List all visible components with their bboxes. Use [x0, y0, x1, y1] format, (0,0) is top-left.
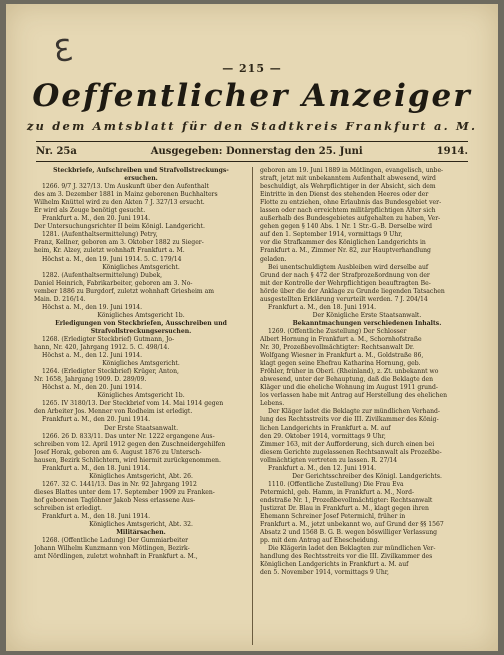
text-line: handlung des Rechtsstreits vor die III. Zivilkammer des — [260, 553, 433, 561]
text-line: Grund der nach § 472 der Strafprozeßordnung von der — [260, 271, 430, 279]
text-line: Wilhelm Knüttel wird zu den Akten 7 J. 327/13 ersucht. — [34, 199, 205, 207]
section-heading: Bekanntmachungen verschiedenen Inhalts. — [292, 319, 442, 327]
text-line: Der Untersuchungsrichter II beim Königl. Landgericht. — [34, 223, 205, 231]
section-heading: Militärsachen. — [116, 529, 166, 537]
text-line: hann, Nr. 420, Jahrgang 1912. 5. C. 498/14. — [34, 344, 170, 352]
text-line: lung des Rechtsstreits vor die III. Zivilkammer des König- — [260, 416, 439, 424]
text-line: Frankfurt a. M., den 18. Juni 1914. — [42, 464, 151, 472]
text-line: Die Klägerin ladet den Beklagten zur mündlichen Ver- — [268, 545, 436, 553]
text-line: Er wird als Zeuge benötigt gesucht. — [34, 207, 146, 215]
text-line: Der Kläger ladet die Beklagte zur mündlichen Verhand- — [268, 408, 440, 416]
text-line: 1268. (Erledigter Steckbrief) Gutmann, Jo- — [42, 335, 175, 343]
text-line: Franz, Kellner, geboren am 3. Oktober 1882 zu Sieger- — [34, 239, 204, 247]
text-line: Königliches Amtsgericht, Abt. 32. — [89, 521, 193, 529]
text-line: schreiben vom 12. April 1912 gegen den Zuschneidergehilfen — [34, 440, 226, 448]
text-line: Daniel Heinrich, Fabrikarbeiter, geboren am 3. No- — [34, 279, 193, 287]
text-line: Eintritte in den Dienst des stehenden Heeres oder der — [260, 191, 429, 199]
text-line: Der Erste Staatsanwalt. — [103, 424, 179, 432]
text-line: Höchst a. M., den 19. Juni 1914. — [42, 303, 143, 311]
text-line: geladen. — [260, 255, 287, 263]
text-line: hausen, Bezirk Schlüchtern, wird hiermit zurückgenommen. — [34, 456, 221, 464]
text-line: Frankfurt a. M., den 20. Juni 1914. — [42, 416, 151, 424]
text-line: Frankfurt a. M., den 18. Juni 1914. — [42, 513, 151, 521]
section-heading: Steckbriefe, Aufschreiben und Strafvollstreckungs- — [53, 167, 229, 174]
text-line: Johann Wilhelm Kunzmann von Mötlingen, Bezirk- — [34, 545, 190, 553]
text-line: Der Königliche Erste Staatsanwalt. — [312, 311, 422, 319]
text-line: heim, Kr. Alzey, zuletzt wohnhaft Frankfurt a. M. — [34, 247, 185, 255]
text-line: abwesend, unter der Behauptung, daß die Beklagte den — [260, 376, 434, 384]
text-line: mit der Kontrolle der Wehrpflichtigen beauftragten Be- — [260, 279, 431, 287]
text-line: 1266. 26 D. 833/11. Das unter Nr. 1222 ergangene Aus- — [42, 432, 215, 440]
text-line: vollmächtigten vertreten zu lassen. R. 27/14 — [260, 456, 398, 464]
text-line: ausgestellten Erklärung verurteilt werden. 7 J. 204/14 — [260, 295, 428, 303]
text-line: Der Gerichtsschreiber des Königl. Landgerichts. — [292, 472, 442, 480]
text-line: Wolfgang Wiesner in Frankfurt a. M., Goldstraße 86, — [260, 352, 424, 360]
column-divider — [252, 167, 253, 645]
text-line: Königliches Amtsgericht 1b. — [97, 392, 185, 400]
issue-number: Nr. 25a — [36, 146, 77, 157]
page-title: Oeffentlicher Anzeiger — [32, 78, 472, 114]
text-line: 1265. IV 3180/13. Der Steckbrief vom 14. Mai 1914 gegen — [42, 400, 224, 408]
text-line: des am 3. Dezember 1881 in Mainz geborenen Buchhalters — [34, 191, 218, 199]
text-line: Königliches Amtsgericht, Abt. 26. — [89, 472, 193, 480]
page-subtitle: zu dem Amtsblatt für den Stadtkreis Frankfurt a. M. — [26, 119, 478, 133]
text-line: los verlassen habe mit Antrag auf Herstellung des ehelichen — [260, 392, 448, 400]
text-line: endstraße Nr. 1, Prozeßbevollmächtigter: Rechtsanwalt — [260, 496, 433, 504]
text-line: Kläger und die eheliche Wohnung im August 1911 grund- — [260, 384, 438, 392]
right-column — [260, 167, 474, 577]
text-line: Frankfurt a. M., den 20. Juni 1914. — [42, 215, 151, 223]
text-line: Main. D. 216/14. — [34, 295, 86, 303]
text-line: Fröhler, früher in Oberl. (Rheinland), z. Zt. unbekannt wo — [260, 368, 439, 376]
section-heading: Erledigungen von Steckbriefen, Ausschreiben und — [55, 319, 227, 327]
text-line: den 29. Oktober 1914, vormittags 9 Uhr, — [260, 432, 386, 440]
text-line: dieses Blattes unter dem 17. September 1909 zu Franken- — [34, 488, 215, 496]
text-line: straft, jetzt mit unbekanntem Aufenthalt abwesend, wird — [260, 175, 436, 183]
text-line: Königliches Amtsgericht. — [102, 360, 180, 368]
text-line: amt Nördlingen, zuletzt wohnhaft in Frankfurt a. M., — [34, 553, 198, 561]
page-number: — 215 — — [222, 62, 282, 75]
text-line: vember 1886 zu Burgdorf, zuletzt wohnhaft Griesheim am — [34, 287, 215, 295]
text-line: Frankfurt a. M., Zimmer Nr. 82, zur Hauptverhandlung — [260, 247, 431, 255]
text-line: diesem Gerichte zugelassenen Rechtsanwalt als Prozeßbe- — [260, 448, 442, 456]
text-line: vor die Strafkammer des Königlichen Landgerichts in — [260, 239, 426, 247]
header-rule-top — [36, 141, 468, 142]
text-line: schreiben ist erledigt. — [34, 504, 102, 512]
section-heading: ersuchen. — [124, 175, 158, 183]
text-line: Albert Hornung in Frankfurt a. M., Schornhofstraße — [260, 335, 422, 343]
text-line: Königlichen Landgerichts in Frankfurt a. M. auf — [260, 561, 409, 569]
issue-year: 1914. — [436, 146, 468, 157]
text-line: Königliches Amtsgericht. — [102, 263, 180, 271]
text-line: klagt gegen seine Ehefrau Katharina Hornung, geb. — [260, 360, 421, 368]
text-line: Höchst a. M., den 19. Juni 1914. 5. C. 179/14 — [42, 255, 182, 263]
text-line: 1264. (Erledigter Steckbrief) Krüger, Anton, — [42, 368, 179, 376]
left-column — [34, 167, 248, 561]
text-line: Josef Horak, geboren am 6. August 1876 zu Untersch- — [34, 448, 202, 456]
text-line: gehen gegen § 140 Abs. 1 Nr. 1 Str.-G.-B. Derselbe wird — [260, 223, 433, 231]
text-line: außerhalb des Bundesgebietes aufgehalten zu haben, Ver- — [260, 215, 441, 223]
text-line: hörde über die der Anklage zu Grunde liegenden Tatsachen — [260, 287, 445, 295]
text-line: Königliches Amtsgericht 1b. — [97, 311, 185, 319]
text-line: Frankfurt a. M., den 18. Juni 1914. — [268, 303, 377, 311]
issue-info-bar — [36, 146, 468, 157]
text-line: geboren am 19. Juni 1889 in Mötlingen, evangelisch, unbe- — [260, 167, 444, 174]
text-line: 1268. (Öffentliche Ladung) Der Gummiarbeiter — [42, 537, 189, 545]
text-line: lassen oder nach erreichtem militärpflichtigen Alter sich — [260, 207, 436, 215]
text-line: 1266. 9/7 J. 327/13. Um Auskunft über den Aufenthalt — [42, 183, 209, 191]
text-line: Ehemann Schreiner Josef Petermichl, früher in — [260, 513, 406, 521]
text-line: Absatz 2 und 1568 B. G. B. wegen böswilliger Verlassung — [260, 529, 438, 537]
text-line: pp. mit dem Antrag auf Ehescheidung. — [260, 537, 380, 545]
text-line: Höchst a. M., den 20. Juni 1914. — [42, 384, 143, 392]
text-line: den 5. November 1914, vormittags 9 Uhr, — [260, 569, 389, 577]
text-line: Nr. 1658, Jahrgang 1909. D. 289/09. — [34, 376, 147, 384]
text-line: beschuldigt, als Wehrpflichtiger in der Absicht, sich dem — [260, 183, 436, 191]
header-rule-bottom — [36, 161, 468, 162]
text-line: 1282. (Aufenthaltsermittelung) Dubek, — [42, 271, 163, 279]
text-line: Zimmer 163, mit der Aufforderung, sich durch einen bei — [260, 440, 435, 448]
text-line: 1267. 32 C. 1441/13. Das in Nr. 92 Jahrgang 1912 — [42, 480, 197, 488]
handwritten-mark: Ɛ — [51, 32, 75, 71]
text-line: den Arbeiter Jos. Menner von Rodheim ist erledigt. — [34, 408, 193, 416]
text-line: Frankfurt a. M., jetzt unbekannt wo, auf Grund der §§ 1567 — [260, 521, 444, 529]
text-line: 1281. (Aufenthaltsermittelung) Petry, — [42, 231, 158, 239]
text-line: Bei unentschuldigtem Ausbleiben wird derselbe auf — [268, 263, 429, 271]
text-line: lichen Landgerichts in Frankfurt a. M. auf — [260, 424, 391, 432]
section-heading: Strafvollstreckungsersuchen. — [90, 327, 192, 335]
text-line: 1269. (Öffentliche Zustellung) Der Schlosser — [268, 327, 407, 335]
issue-date: Ausgegeben: Donnerstag den 25. Juni — [150, 146, 363, 157]
text-line: Höchst a. M., den 12. Juni 1914. — [42, 352, 143, 360]
text-line: auf den 1. September 1914, vormittags 9 Uhr, — [260, 231, 403, 239]
text-line: Frankfurt a. M., den 12. Juni 1914. — [268, 464, 377, 472]
text-line: 1110. (Öffentliche Zustellung) Die Frau Eva — [268, 480, 404, 488]
text-line: Petermichl, geb. Hamm, in Frankfurt a. M., Nord- — [260, 488, 415, 496]
newspaper-page — [6, 4, 498, 651]
text-line: Nr. 30, Prozeßbevollmächtigter: Rechtsanwalt Dr. — [260, 344, 415, 352]
text-line: hof geborenen Taglöhner Jakob Ness erlassene Aus- — [34, 496, 196, 504]
text-line: Justizrat Dr. Blau in Frankfurt a. M., klagt gegen ihren — [260, 504, 429, 512]
text-line: Lebens. — [260, 400, 285, 408]
text-line: Flotte zu entziehen, ohne Erlaubnis das Bundesgebiet ver- — [260, 199, 442, 207]
